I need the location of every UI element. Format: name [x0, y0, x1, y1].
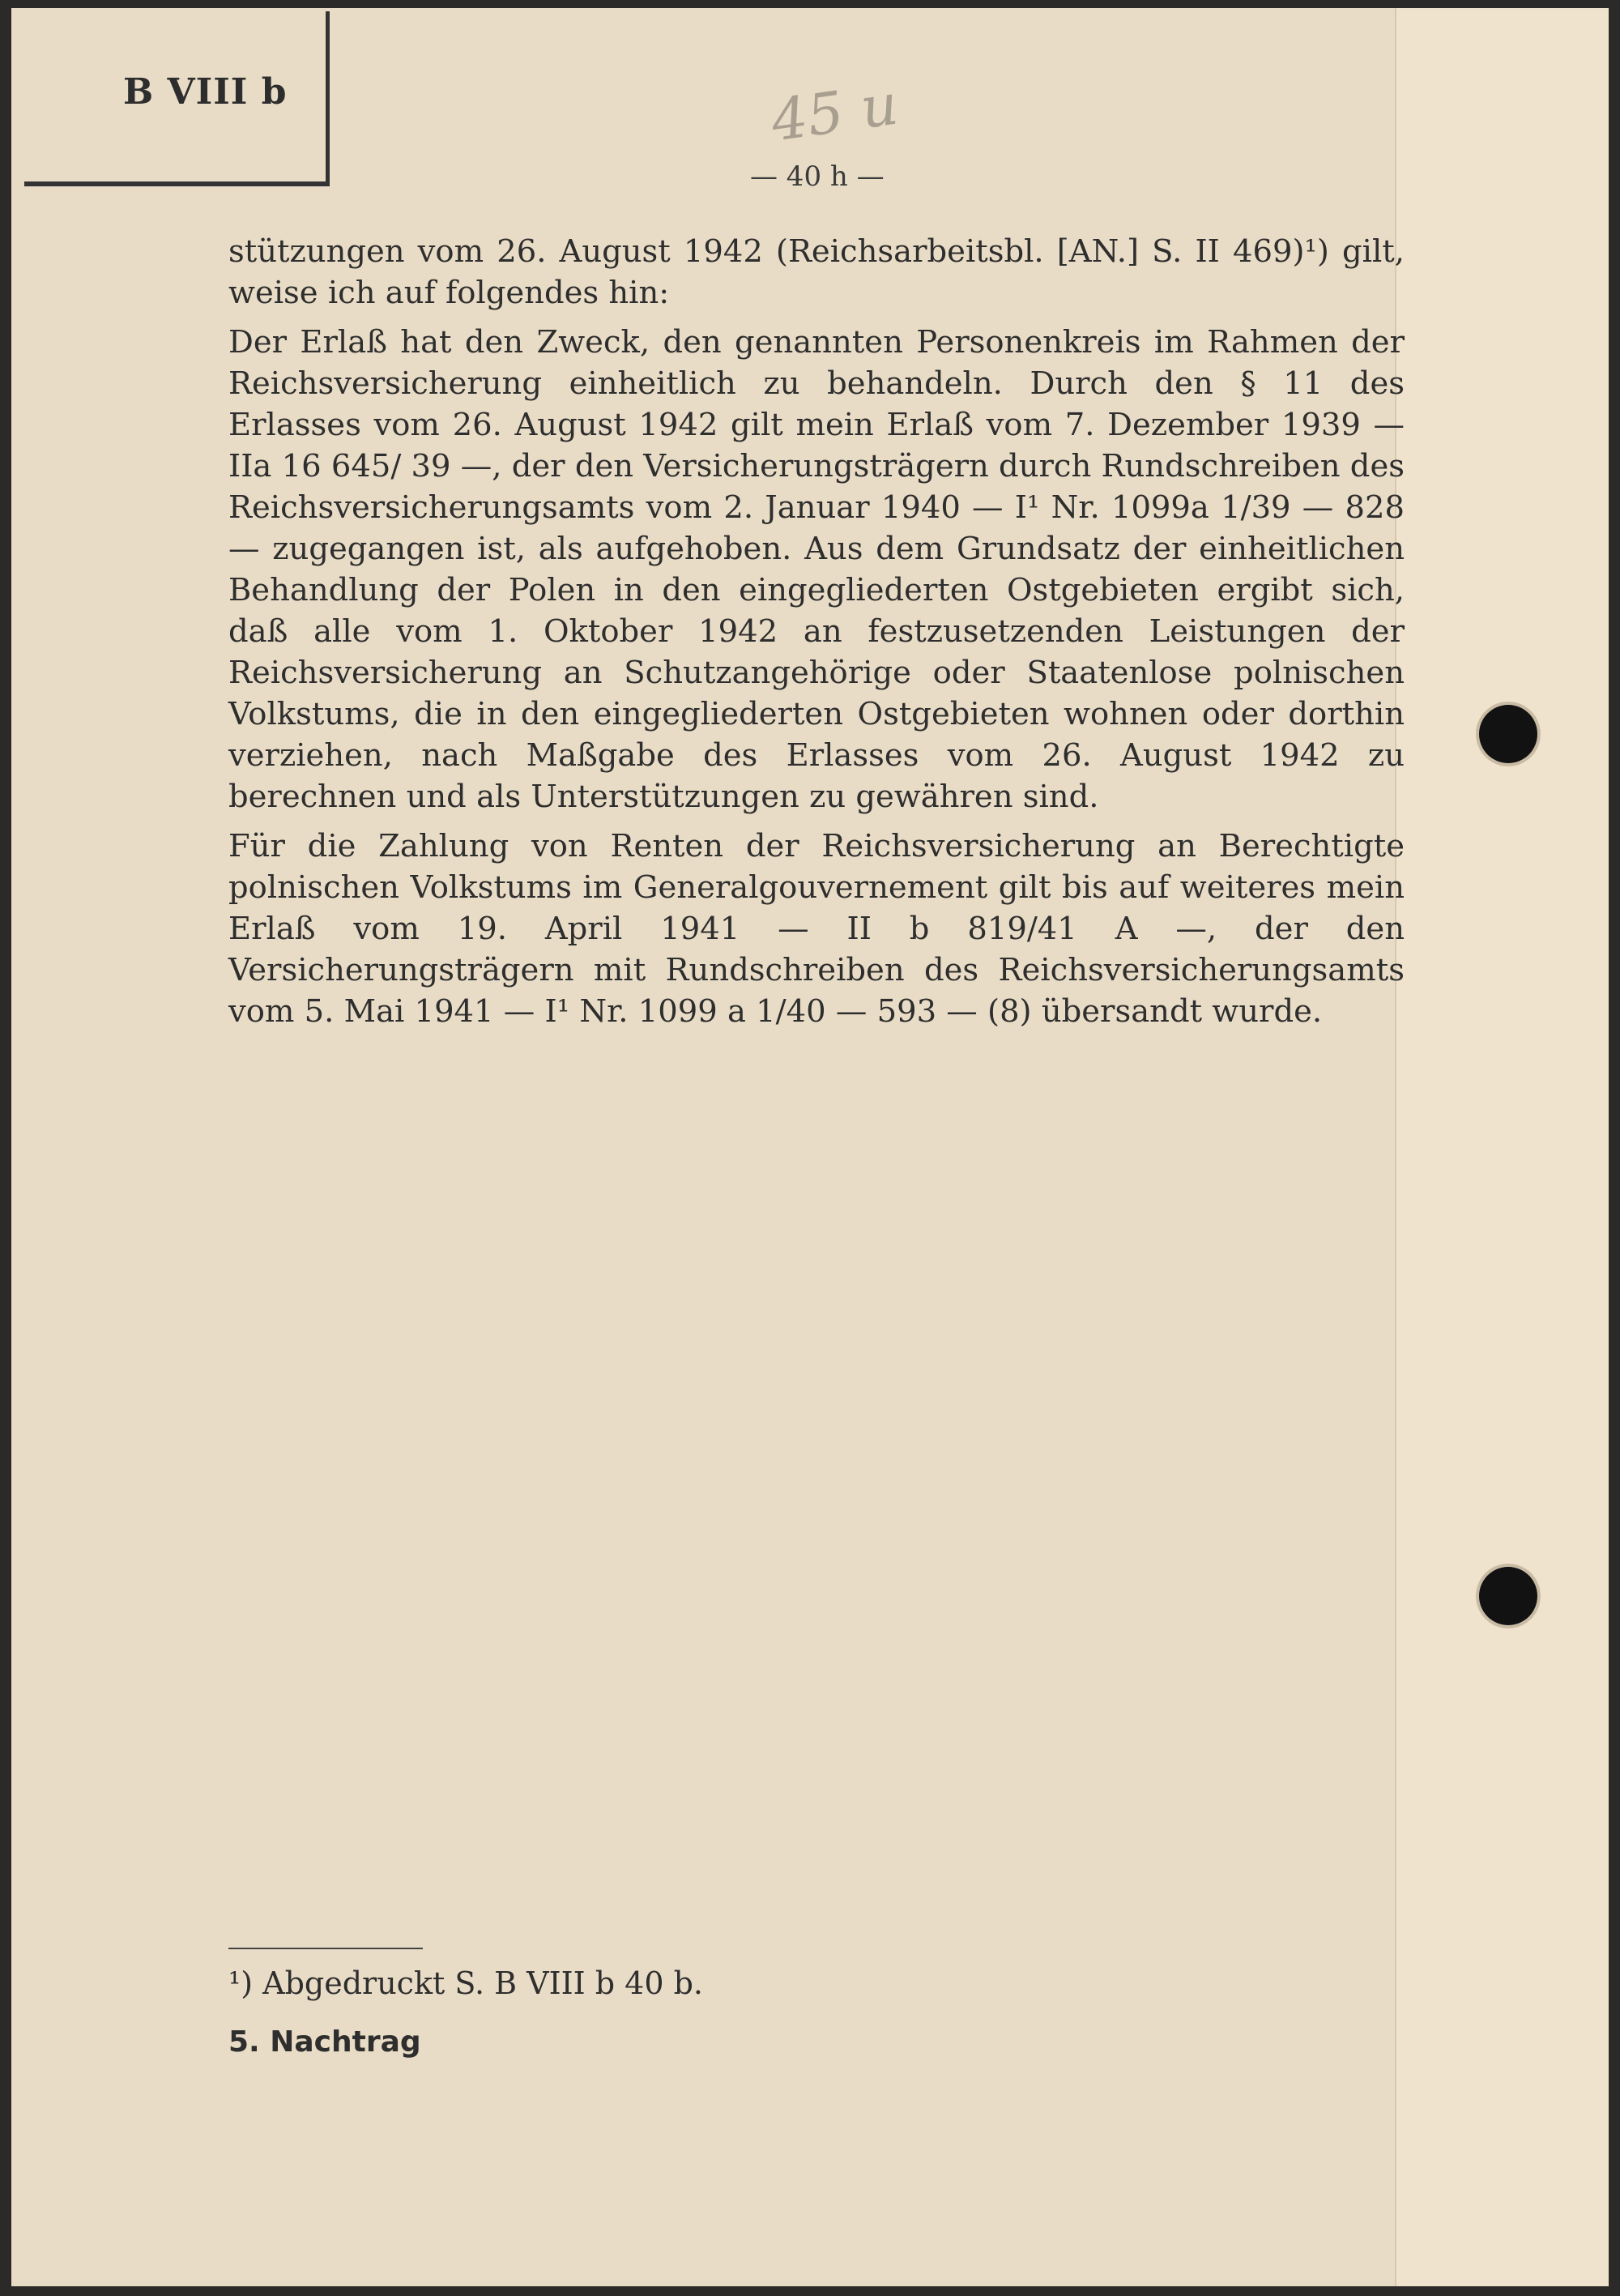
punch-hole-top	[1479, 705, 1537, 763]
paragraph-3: Für die Zahlung von Renten der Reichsversicherung an Berechtigte polnischen Volkstums im Generalgouvernement gilt bis auf weiteres mein Erlaß vom 19. April 1941 — II b 819/41 A —, der den Versicherungsträgern mit Rundschreiben des Reichsversicherungsamts vom 5. Mai 1941 — I¹ Nr. 1099 a 1/40 — 593 — (8) übersandt wurde.	[228, 828, 1405, 1030]
body-text	[228, 231, 1405, 1040]
footnote-rule	[228, 1948, 423, 1949]
punch-hole-bottom	[1479, 1567, 1537, 1625]
footnote: ¹) Abgedruckt S. B VIII b 40 b.	[228, 1965, 703, 2001]
section-tab-box	[24, 11, 330, 186]
supplement-label: 5. Nachtrag	[228, 2025, 421, 2059]
handwritten-note: 45 u	[767, 70, 902, 155]
paragraph-2: Der Erlaß hat den Zweck, den genannten Personenkreis im Rahmen der Reichsversicherung einheitlich zu behandeln. Durch den § 11 des Erlasses vom 26. August 1942 gilt mein Erlaß vom 7. Dezember 1939 — IIa 16 645/ 39 —, der den Versicherungsträgern durch Rundschreiben des Reichsversicherungsamts vom 2. Januar 1940 — I¹ Nr. 1099a 1/39 — 828 — zugegangen ist, als aufgehoben. Aus dem Grundsatz der einheitlichen Behandlung der Polen in den eingegliederten Ostgebieten ergibt sich, daß alle vom 1. Oktober 1942 an festzusetzenden Leistungen der Reichsversicherung an Schutzangehörige oder Staatenlose polnischen Volkstums, die in den eingegliederten Ostgebieten wohnen oder dorthin verziehen, nach Maßgabe des Erlasses vom 26. August 1942 zu berechnen und als Unterstützungen zu gewähren sind.	[228, 324, 1405, 815]
page-edge-strip	[1395, 8, 1609, 2286]
paragraph-1: stützungen vom 26. August 1942 (Reichsarbeitsbl. [AN.] S. II 469)¹) gilt, weise ich auf folgendes hin:	[228, 233, 1405, 311]
section-tab-label: B VIII b	[123, 71, 288, 113]
document-page	[11, 8, 1609, 2286]
page-number: — 40 h —	[750, 160, 885, 193]
